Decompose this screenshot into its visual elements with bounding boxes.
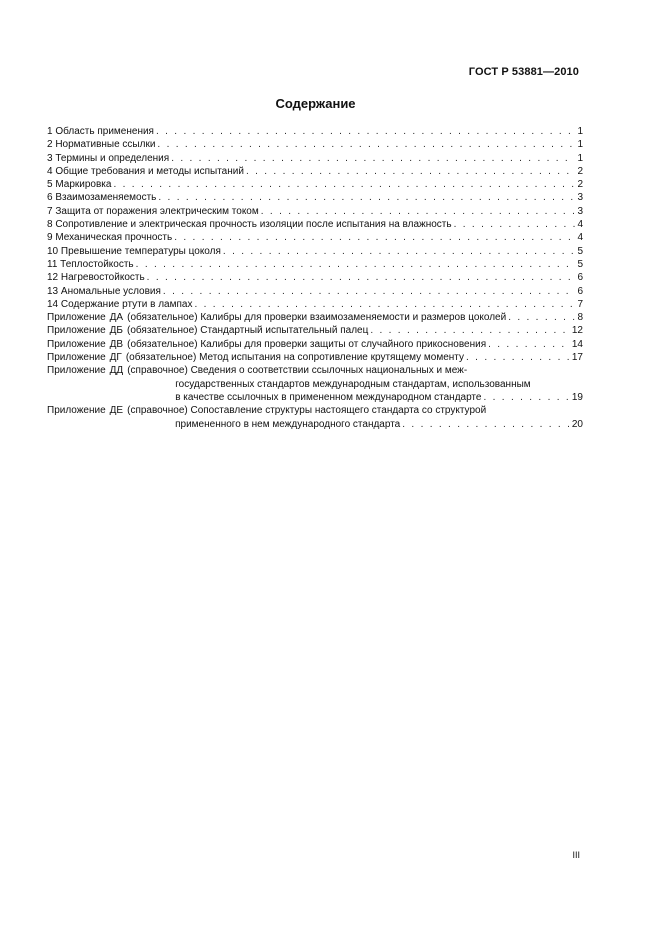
appendix-code: ДА [109,312,124,324]
leader-dots [261,205,576,218]
toc-entry-2[interactable] [47,138,583,151]
leader-dots [174,231,575,244]
appendix-code: ДБ [109,325,123,337]
document-id: ГОСТ Р 53881—2010 [468,66,579,78]
leader-dots [223,245,576,258]
toc-entry-label: 11 Теплостойкость [47,258,134,270]
leader-dots [136,258,576,271]
toc-entry-page: 1 [577,152,583,164]
toc-entry-page: 5 [577,258,583,270]
toc-entry-label: 1 Область применения [47,126,154,137]
toc-entry-label: 12 Нагревостойкость [47,272,145,284]
toc-entry-page: 3 [577,192,583,204]
toc-entry-page: 1 [577,126,583,137]
toc-entry-page: 12 [571,325,583,337]
toc-entry-page: 8 [577,312,583,324]
leader-dots [158,191,575,204]
toc-entry-label: 9 Механическая прочность [47,232,173,244]
toc-entry-4[interactable] [47,165,583,178]
toc-entry-page: 17 [571,352,583,364]
appendix-title-line: (справочное) Сопоставление структуры настоящего стандарта со структурой [127,405,487,417]
toc-entry-8[interactable] [47,218,583,231]
appendix-prefix: Приложение [47,365,106,377]
toc-entry-9[interactable] [47,231,583,244]
toc-entry-label: 5 Маркировка [47,179,112,191]
toc-entry-page: 2 [577,165,583,177]
leader-dots [147,271,576,284]
appendix-prefix: Приложение [47,325,106,337]
toc-appendix-dg[interactable] [47,351,583,364]
toc-entry-1[interactable] [47,125,583,138]
appendix-code: ДВ [109,338,124,350]
toc-entry-label: 6 Взаимозаменяемость [47,192,157,204]
toc-entry-label: 2 Нормативные ссылки [47,139,156,151]
leader-dots [113,178,575,191]
appendix-title-line: (обязательное) Калибры для проверки защиты от случайного прикосновения [127,338,487,350]
appendix-title-line: в качестве ссылочных в примененном международном стандарте [175,391,482,403]
toc-entry-label: 13 Аномальные условия [47,285,161,297]
leader-dots [488,338,570,351]
toc-entry-13[interactable] [47,285,583,298]
toc-entry-11[interactable] [47,258,583,271]
toc-entry-3[interactable] [47,152,583,165]
toc-entry-page: 6 [577,285,583,297]
leader-dots [156,125,575,138]
toc-entry-page: 7 [577,298,583,310]
toc-entry-page: 14 [571,338,583,350]
toc-appendix-da[interactable] [47,311,583,324]
appendix-code: ДЕ [109,405,124,417]
page-number: III [572,850,580,860]
leader-dots [402,418,570,431]
table-of-contents [47,125,583,431]
toc-entry-page: 5 [577,245,583,257]
toc-entry-page: 19 [571,391,583,403]
leader-dots [508,311,575,324]
appendix-title-line: государственных стандартов международным стандартам, использованным [175,378,531,390]
leader-dots [454,218,576,231]
toc-entry-page: 4 [577,219,583,231]
leader-dots [370,324,570,337]
appendix-prefix: Приложение [47,405,106,417]
appendix-prefix: Приложение [47,312,106,324]
toc-entry-label: 3 Термины и определения [47,152,170,164]
toc-entry-page: 20 [571,418,583,430]
toc-entry-7[interactable] [47,205,583,218]
appendix-title-line: (обязательное) Стандартный испытательный палец [127,325,369,337]
toc-entry-page: 3 [577,205,583,217]
appendix-title-line: примененного в нем международного стандарта [175,418,401,430]
leader-dots [194,298,575,311]
toc-appendix-de[interactable] [47,404,583,431]
toc-entry-6[interactable] [47,191,583,204]
toc-entry-page: 4 [577,232,583,244]
toc-appendix-dv[interactable] [47,338,583,351]
toc-appendix-dd[interactable] [47,364,583,404]
toc-entry-label: 14 Содержание ртути в лампах [47,298,193,310]
toc-entry-12[interactable] [47,271,583,284]
toc-entry-label: 7 Защита от поражения электрическим током [47,205,259,217]
toc-appendix-db[interactable] [47,324,583,337]
toc-entry-14[interactable] [47,298,583,311]
leader-dots [157,138,575,151]
leader-dots [163,285,576,298]
appendix-title-line: (справочное) Сведения о соответствии ссылочных национальных и меж- [127,365,468,377]
toc-entry-label: 8 Сопротивление и электрическая прочность изоляции после испытания на влажность [47,219,452,231]
leader-dots [466,351,570,364]
page-title: Содержание [275,96,356,111]
toc-entry-label: 4 Общие требования и методы испытаний [47,165,244,177]
leader-dots [246,165,576,178]
appendix-code: ДГ [109,352,122,364]
leader-dots [171,152,575,165]
toc-entry-label: 10 Превышение температуры цоколя [47,245,221,257]
toc-entry-5[interactable] [47,178,583,191]
appendix-code: ДД [109,365,124,377]
leader-dots [483,391,569,404]
toc-entry-page: 1 [577,139,583,151]
toc-entry-page: 2 [577,179,583,191]
toc-entry-10[interactable] [47,245,583,258]
appendix-title-line: (обязательное) Калибры для проверки взаимозаменяемости и размеров цоколей [127,312,507,324]
appendix-prefix: Приложение [47,352,106,364]
toc-entry-page: 6 [577,272,583,284]
appendix-prefix: Приложение [47,338,106,350]
appendix-title-line: (обязательное) Метод испытания на сопротивление крутящему моменту [125,352,464,364]
